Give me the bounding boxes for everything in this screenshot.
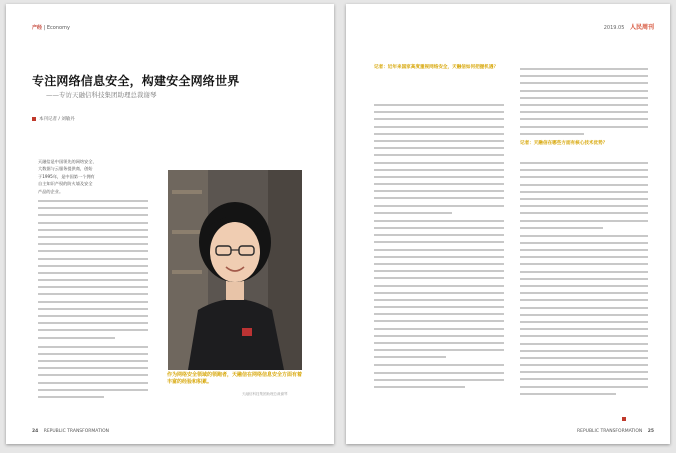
- right-header: [604, 22, 654, 31]
- right-magazine-name: REPUBLIC TRANSFORMATION: [576, 429, 643, 434]
- header-brand: 人民周刊: [629, 24, 654, 31]
- right-column-1: [374, 64, 504, 71]
- answer-2-text: [520, 162, 648, 400]
- photo-caption: 作为网络安全领域的领跑者，天融信在网络信息安全方面有着丰富的经验和积累。: [167, 372, 303, 385]
- question-2: 记者：天融信在哪些方面有核心技术优势？: [520, 141, 608, 146]
- right-page-number: 25: [647, 429, 654, 434]
- left-page-number: 24: [32, 429, 39, 434]
- intro-line: 自主知识产权的防火墙及安全: [38, 181, 93, 187]
- intro-line: 于1995年，是中国第一个拥有: [38, 173, 95, 179]
- byline-text: 本刊记者 / 刘敏丹: [39, 117, 75, 122]
- right-column-2-question: [520, 140, 648, 147]
- answer-1-text: [374, 104, 504, 393]
- byline: [32, 116, 75, 122]
- section-name-en: Economy: [46, 25, 70, 31]
- article-title: 专注网络信息安全，构建安全网络世界: [32, 74, 240, 88]
- end-mark-icon: [622, 417, 626, 421]
- left-magazine-name: REPUBLIC TRANSFORMATION: [43, 429, 110, 434]
- body-text-column: [38, 200, 148, 403]
- right-footer: [577, 429, 654, 434]
- left-footer: [32, 429, 109, 434]
- header-date: 2019.05: [603, 25, 625, 31]
- intro-line: 天融信是中国领先的网络安全、: [38, 159, 97, 164]
- section-label: 产经 | Economy: [32, 25, 70, 31]
- right-column-2-text: [520, 68, 648, 140]
- byline-marker-icon: [32, 117, 36, 121]
- intro-line: 产品的企业。: [38, 188, 64, 194]
- photo-credit: 天融信科技集团助理总裁谢琴: [242, 392, 288, 396]
- right-page: [346, 4, 670, 444]
- portrait-illustration: [168, 170, 302, 370]
- question-1: 记者：近年来国家高度重视网络安全，天融信如何把握机遇？: [374, 65, 499, 70]
- left-page: [6, 4, 334, 444]
- intro-column: [38, 158, 148, 195]
- section-name: 产经: [32, 25, 43, 31]
- portrait-photo: [168, 170, 302, 370]
- intro-line: 大数据与云服务提供商，创始: [38, 166, 93, 172]
- article-subtitle: ——专访天融信科技集团助理总裁谢琴: [46, 91, 157, 99]
- end-mark: [622, 406, 626, 425]
